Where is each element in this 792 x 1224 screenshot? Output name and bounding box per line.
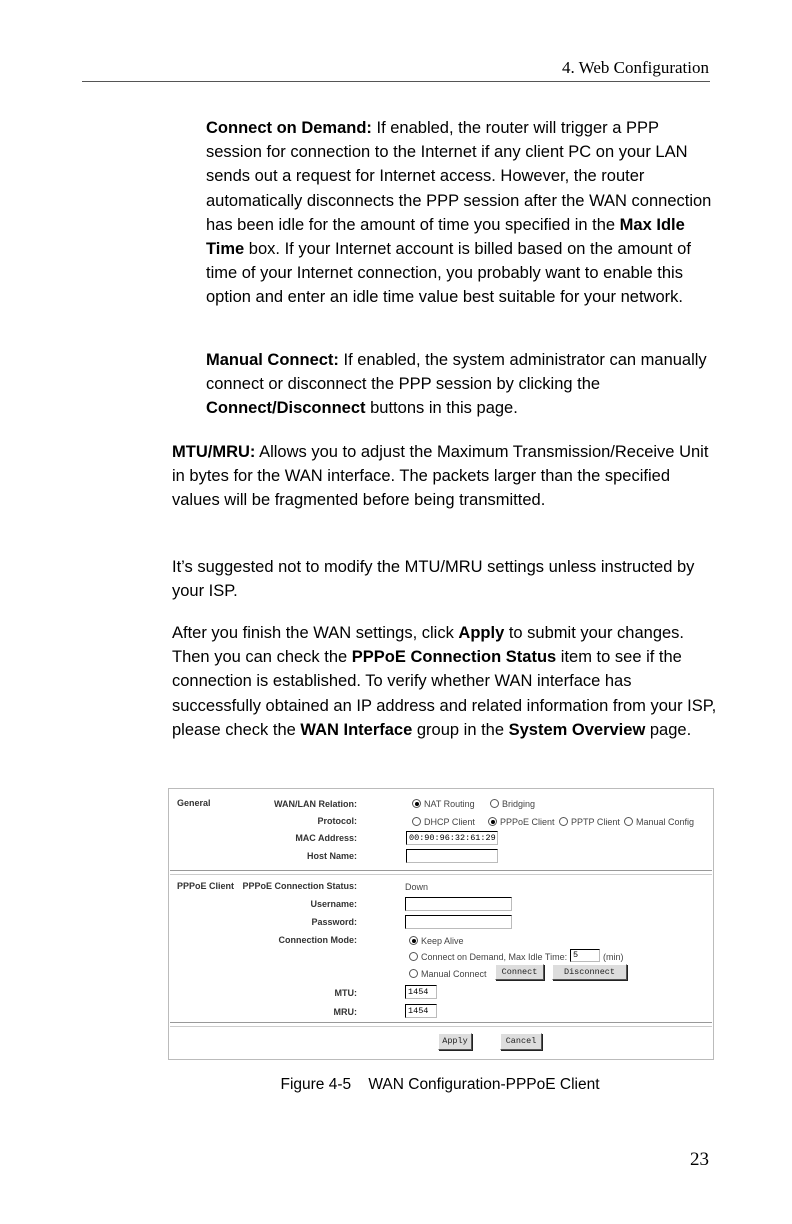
connect-on-demand-term: Connect on Demand: xyxy=(206,119,372,137)
connect-on-demand-option[interactable] xyxy=(409,952,567,962)
max-idle-time-term: Max Idle Time xyxy=(206,215,685,259)
after-finish-text-1: After you finish the WAN settings, click xyxy=(172,624,459,642)
password-field[interactable] xyxy=(405,915,512,929)
pppoe-status-term: PPPoE Connection Status xyxy=(351,648,557,667)
username-field[interactable] xyxy=(405,897,512,911)
max-idle-time-field[interactable]: 5 xyxy=(570,949,600,962)
page-number: 23 xyxy=(690,1149,709,1170)
dhcp-client-label: DHCP Client xyxy=(424,817,475,827)
keep-alive-radio[interactable] xyxy=(409,936,418,945)
host-name-field[interactable] xyxy=(406,849,498,863)
pppoe-status-value: Down xyxy=(405,882,429,892)
pppoe-client-radio[interactable] xyxy=(488,817,497,826)
nat-routing-option[interactable] xyxy=(412,799,475,809)
suggestion-paragraph: It’s suggested not to modify the MTU/MRU settings unless instructed by your ISP. xyxy=(172,558,695,601)
pppoe-status-label: PPPoE Connection Status: xyxy=(242,881,357,891)
mru-field[interactable]: 1454 xyxy=(405,1004,437,1018)
manual-connect-radio[interactable] xyxy=(409,969,418,978)
protocol-label: Protocol: xyxy=(317,816,357,826)
wan-config-figure xyxy=(168,788,712,1060)
pppoe-section-divider-2 xyxy=(170,1026,712,1027)
manual-connect-paragraph xyxy=(206,348,716,421)
dhcp-client-radio[interactable] xyxy=(412,817,421,826)
apply-button[interactable]: Apply xyxy=(438,1033,472,1050)
manual-connect-text: If enabled, the system administrator can manually connect or disconnect the PPP session by clicking the xyxy=(206,351,707,394)
after-finish-paragraph xyxy=(172,621,717,742)
pppoe-section-divider xyxy=(170,1022,712,1023)
system-overview-term: System Overview xyxy=(508,720,646,739)
mtu-mru-text: Allows you to adjust the Maximum Transmission/Receive Unit in bytes for the WAN interface. The packets larger than the specified values will be fragmented before being transmitted. xyxy=(172,443,709,510)
mac-address-label: MAC Address: xyxy=(295,833,357,843)
connect-on-demand-radio[interactable] xyxy=(409,952,418,961)
manual-connect-option[interactable] xyxy=(409,969,487,979)
chapter-header: 4. Web Configuration xyxy=(561,58,709,77)
bridging-option[interactable] xyxy=(490,799,535,809)
pppoe-client-section-title: PPPoE Client xyxy=(177,881,235,891)
after-finish-text-4: group in the xyxy=(412,720,509,739)
dhcp-client-option[interactable] xyxy=(412,817,475,827)
connection-mode-label: Connection Mode: xyxy=(278,935,357,945)
general-section-title: General xyxy=(177,798,211,808)
manual-connect-term: Manual Connect: xyxy=(206,351,339,369)
bridging-radio[interactable] xyxy=(490,799,499,808)
password-label: Password: xyxy=(311,917,357,927)
keep-alive-option[interactable] xyxy=(409,936,464,946)
connect-on-demand-text-2: box. If your Internet account is billed based on the amount of time of your Internet connection, you probably want to enable this option and enter an idle time value best suitable for your network. xyxy=(206,240,691,307)
mru-label: MRU: xyxy=(333,1007,357,1017)
mtu-field[interactable]: 1454 xyxy=(405,985,437,999)
connect-on-demand-label: Connect on Demand, Max Idle Time: xyxy=(421,952,568,962)
keep-alive-label: Keep Alive xyxy=(421,936,464,946)
mtu-mru-term: MTU/MRU: xyxy=(172,443,256,461)
disconnect-button[interactable]: Disconnect xyxy=(552,964,627,980)
apply-term: Apply xyxy=(458,624,505,642)
connect-on-demand-text: If enabled, the router will trigger a PPP session for connection to the Internet if any client PC on your LAN sends out a request for Internet access. However, the router automatically disconnects the PPP session after the WAN connection has been idle for the amount of time you specified in the xyxy=(206,119,712,234)
cancel-button[interactable]: Cancel xyxy=(500,1033,542,1050)
pppoe-client-option[interactable] xyxy=(488,817,555,827)
manual-config-radio[interactable] xyxy=(624,817,633,826)
bridging-label: Bridging xyxy=(502,799,536,809)
after-finish-text-3: item to see if the connection is established. To verify whether WAN interface has successfully obtained an IP address and related information from your ISP, please check the xyxy=(172,648,717,739)
header-rule xyxy=(82,81,710,82)
manual-config-option[interactable] xyxy=(624,817,694,827)
nat-routing-label: NAT Routing xyxy=(424,799,475,809)
host-name-label: Host Name: xyxy=(306,851,357,861)
after-finish-text-5: page. xyxy=(645,720,692,739)
nat-routing-radio[interactable] xyxy=(412,799,421,808)
pptp-client-label: PPTP Client xyxy=(571,817,620,827)
after-finish-text-2: to submit your changes. Then you can check the xyxy=(172,624,685,667)
mtu-label: MTU: xyxy=(334,988,357,998)
general-section-divider xyxy=(170,870,712,871)
connect-disconnect-term: Connect/Disconnect xyxy=(206,399,366,418)
connect-on-demand-paragraph xyxy=(206,116,716,310)
wan-interface-term: WAN Interface xyxy=(300,720,413,739)
figure-caption: Figure 4-5 WAN Configuration-PPPoE Client xyxy=(280,1076,600,1093)
general-section-divider-2 xyxy=(170,874,712,875)
wan-lan-relation-label: WAN/LAN Relation: xyxy=(274,799,357,809)
manual-connect-text-2: buttons in this page. xyxy=(365,399,518,418)
username-label: Username: xyxy=(310,899,357,909)
mac-address-field[interactable]: 00:90:96:32:61:29 xyxy=(406,831,498,845)
manual-config-label: Manual Config xyxy=(636,817,695,827)
manual-connect-label: Manual Connect xyxy=(421,969,487,979)
pptp-client-radio[interactable] xyxy=(559,817,568,826)
idle-time-unit: (min) xyxy=(603,952,624,962)
pppoe-client-label: PPPoE Client xyxy=(500,817,555,827)
connect-button[interactable]: Connect xyxy=(495,964,544,980)
mtu-mru-paragraph xyxy=(172,440,717,513)
pptp-client-option[interactable] xyxy=(559,817,620,827)
